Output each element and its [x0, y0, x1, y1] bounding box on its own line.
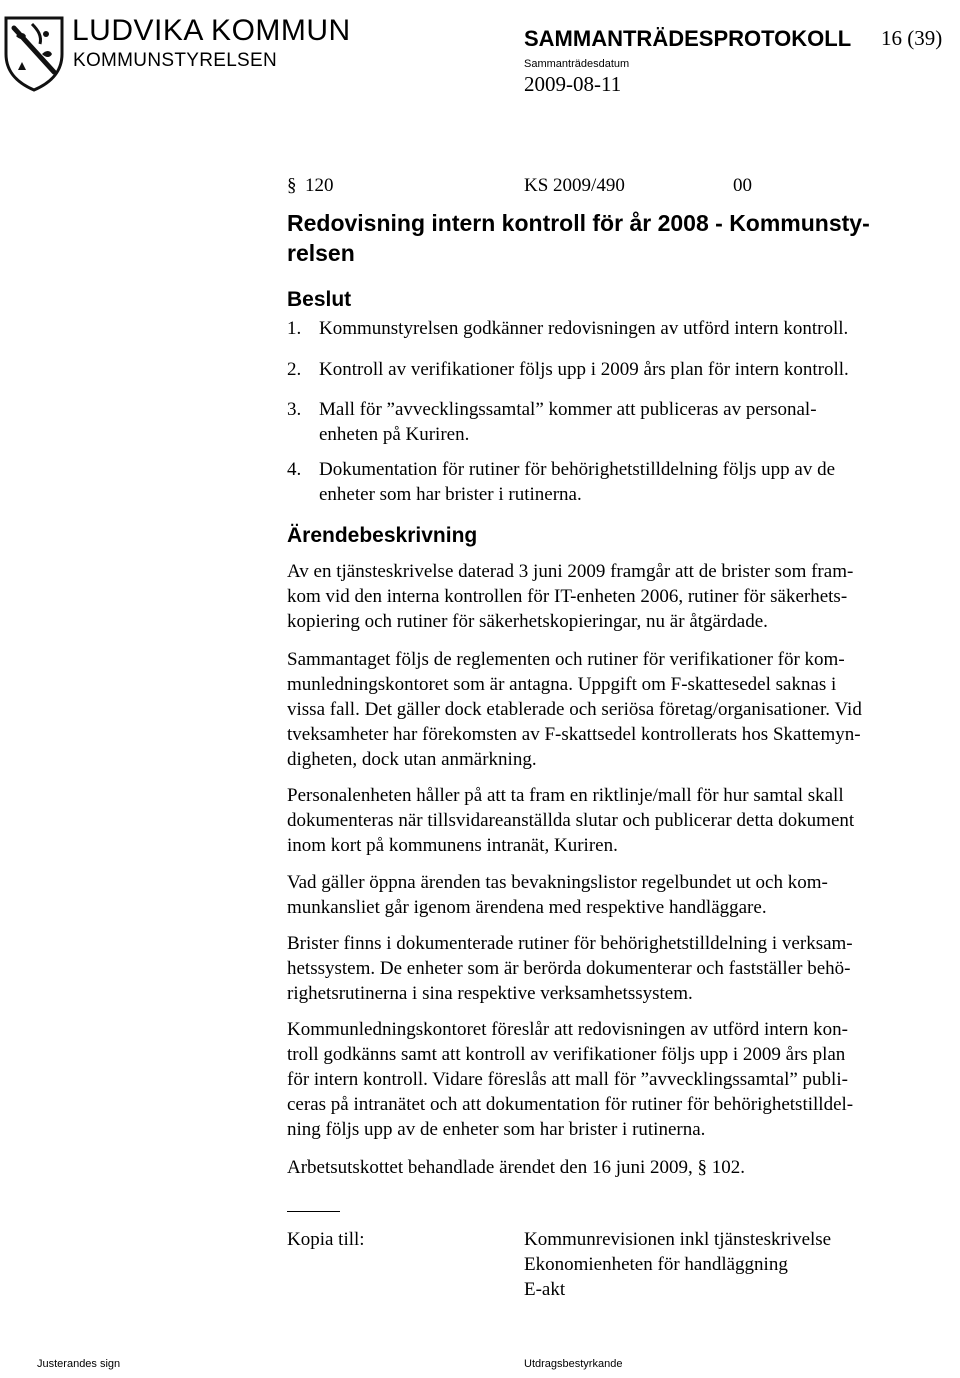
text-line: munledningskontoret som är antagna. Uppgift om F-skattesedel saknas i — [287, 674, 837, 695]
case-number: KS 2009/490 — [524, 175, 625, 196]
text-line: hetssystem. De enheter som är berörda dokumenterar och fastställer behö- — [287, 958, 851, 979]
text-line: kopiering och rutiner för säkerhetskopieringar, nu är åtgärdade. — [287, 611, 768, 632]
paragraph — [287, 931, 853, 1006]
text-line: Vad gäller öppna ärenden tas bevakningslistor regelbundet ut och kom- — [287, 872, 828, 893]
decision-text: Dokumentation för rutiner för behörighetstilldelning följs upp av de — [319, 459, 836, 480]
decision-number: 3. — [287, 399, 302, 420]
description-heading: Ärendebeskrivning — [287, 524, 478, 547]
decision-text: Kontroll av verifikationer följs upp i 2009 års plan för intern kontroll. — [319, 359, 849, 380]
org-department: KOMMUNSTYRELSEN — [73, 50, 278, 71]
title-line: relsen — [287, 240, 355, 266]
copy-recipient: Kommunrevisionen inkl tjänsteskrivelse — [524, 1229, 832, 1250]
text-line: digheten, dock utan anmärkning. — [287, 749, 537, 770]
decision-number: 1. — [287, 318, 302, 339]
org-name: LUDVIKA KOMMUN — [72, 14, 351, 47]
decision-number: 4. — [287, 459, 302, 480]
text-line: Sammantaget följs de reglementen och rutiner för verifikationer för kom- — [287, 649, 845, 670]
paragraph — [287, 559, 853, 634]
text-line: för intern kontroll. Vidare föreslås att mall för ”avvecklingssamtal” publi- — [287, 1069, 848, 1090]
text-line: Personalenheten håller på att ta fram en riktlinje/mall för hur samtal skall — [287, 785, 844, 806]
decision-item-3 — [287, 397, 817, 422]
case-code: 00 — [733, 175, 752, 196]
page-number: 16 (39) — [881, 26, 943, 50]
date-label: Sammanträdesdatum — [524, 58, 630, 70]
paragraph — [287, 1017, 853, 1142]
footer-certification-label: Utdragsbestyrkande — [524, 1358, 623, 1370]
text-line: Av en tjänsteskrivelse daterad 3 juni 2009 framgår att de brister som fram- — [287, 561, 854, 582]
document-type: SAMMANTRÄDESPROTOKOLL — [524, 26, 852, 51]
text-line: inom kort på kommunens intranät, Kuriren. — [287, 835, 618, 856]
decision-text-continued: enheter som har brister i rutinerna. — [319, 484, 582, 505]
decision-item-4 — [287, 457, 835, 482]
coat-of-arms-icon — [2, 14, 66, 92]
paragraph — [287, 870, 828, 920]
title-line: Redovisning intern kontroll för år 2008 - Kommunsty- — [287, 210, 870, 236]
paragraph-sign: § — [287, 175, 297, 196]
decision-text: Mall för ”avvecklingssamtal” kommer att publiceras av personal- — [319, 399, 817, 420]
text-line: tveksamheter har förekomsten av F-skattsedel kontrollerats hos Skattemyn- — [287, 724, 861, 745]
decision-heading: Beslut — [287, 288, 352, 311]
text-line: dokumenteras när tillsvidareanställda slutar och publicerar detta dokument — [287, 810, 855, 831]
meeting-date: 2009-08-11 — [524, 72, 622, 96]
paragraph — [287, 783, 854, 858]
text-line: troll godkänns samt att kontroll av verifikationer följs upp i 2009 års plan — [287, 1044, 846, 1065]
decision-text-continued: enheten på Kuriren. — [319, 424, 470, 445]
text-line: Kommunledningskontoret föreslår att redovisningen av utförd intern kon- — [287, 1019, 848, 1040]
text-line: ceras på intranätet och att dokumentation för rutiner för behörighetstilldel- — [287, 1094, 854, 1115]
divider — [287, 1211, 340, 1212]
copy-recipient: E-akt — [524, 1279, 566, 1300]
text-line: righetsrutinerna i sina respektive verksamhetssystem. — [287, 983, 693, 1004]
decision-item-1 — [287, 316, 848, 341]
text-line: vissa fall. Det gäller dock etablerade och seriösa företag/organisationer. Vid — [287, 699, 862, 720]
footer-signature-label: Justerandes sign — [37, 1358, 121, 1370]
text-line: Arbetsutskottet behandlade ärendet den 16 juni 2009, § 102. — [287, 1157, 746, 1178]
copy-recipient: Ekonomienheten för handläggning — [524, 1254, 788, 1275]
copy-label: Kopia till: — [287, 1229, 365, 1250]
decision-text: Kommunstyrelsen godkänner redovisningen av utförd intern kontroll. — [319, 318, 849, 339]
section-number: 120 — [305, 175, 334, 196]
decision-number: 2. — [287, 359, 302, 380]
text-line: munkansliet går igenom ärendena med respektive handläggare. — [287, 897, 767, 918]
decision-item-2 — [287, 357, 849, 382]
text-line: ning följs upp av de enheter som har brister i rutinerna. — [287, 1119, 706, 1140]
text-line: kom vid den interna kontrollen för IT-enheten 2006, rutiner för säkerhets- — [287, 586, 848, 607]
page-title — [287, 208, 870, 268]
paragraph — [287, 1155, 745, 1180]
text-line: Brister finns i dokumenterade rutiner för behörighetstilldelning i verksam- — [287, 933, 853, 954]
paragraph — [287, 647, 862, 772]
